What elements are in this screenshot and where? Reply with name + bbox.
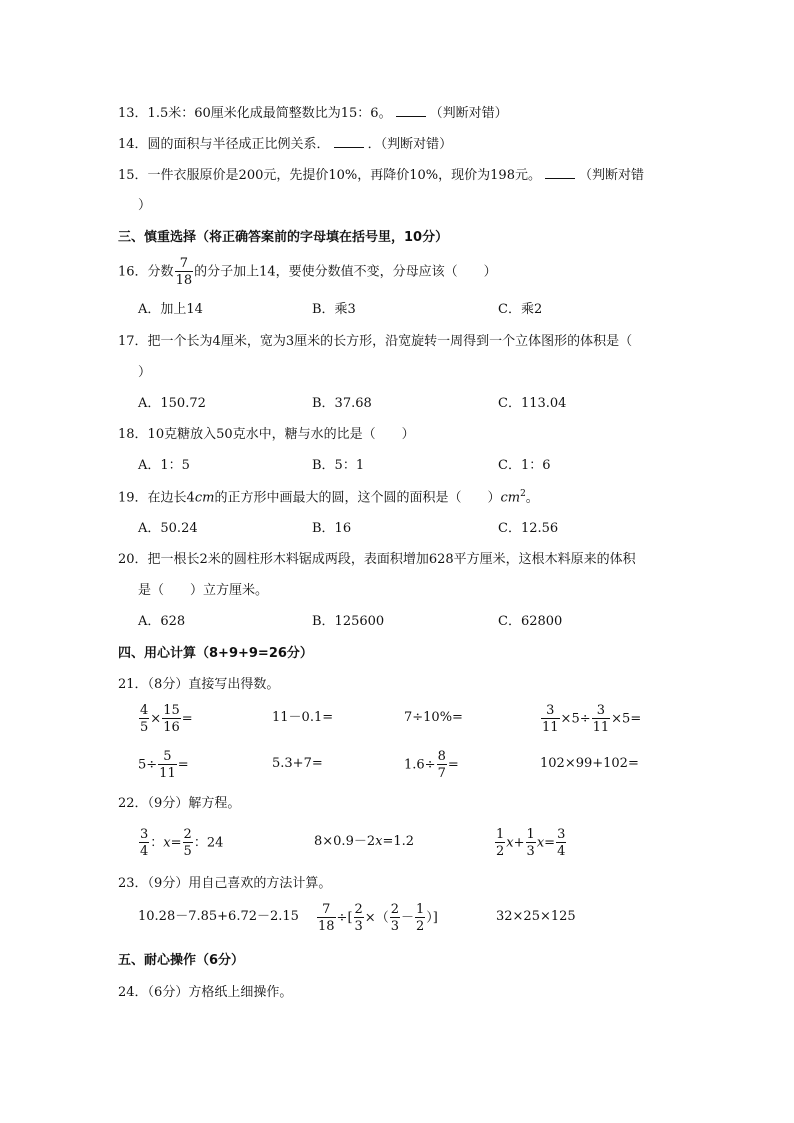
question-number: 13． xyxy=(118,106,148,121)
denominator: 3 xyxy=(354,919,363,934)
numerator: 4 xyxy=(140,703,149,718)
question-text: 1.5米：60厘米化成最简整数比为15：6。 xyxy=(147,106,392,121)
equals: = xyxy=(447,757,459,773)
fraction xyxy=(139,828,149,858)
question-number: 24． xyxy=(118,985,148,1000)
question-number: 23． xyxy=(118,876,148,891)
question-text: 一件衣服原价是200元，先提价10%，再降价10%，现价为198元。 xyxy=(147,168,541,183)
question-text: （9分）用自己喜欢的方法计算。 xyxy=(147,876,332,891)
question-text: 把一根长2米的圆柱形木料锯成两段，表面积增加628平方厘米，这根木料原来的体积 xyxy=(147,552,636,567)
operator: ）] xyxy=(426,910,438,926)
mixed-calc-1: 10.28－7.85+6.72－2.15 xyxy=(138,909,299,924)
answer-blank[interactable] xyxy=(545,168,575,179)
calc-item-8: 102×99+102= xyxy=(540,756,639,771)
mixed-calc-2 xyxy=(316,903,438,933)
question-number: 16． xyxy=(118,264,148,280)
judge-hint: ．（判断对错） xyxy=(367,137,453,152)
question-number: 19． xyxy=(118,490,148,506)
numerator: 5 xyxy=(158,750,177,765)
numerator: 2 xyxy=(390,902,399,917)
section-5-heading: 五、耐心操作（6分） xyxy=(118,953,245,968)
fraction xyxy=(317,903,336,933)
variable-x: x xyxy=(506,835,514,851)
calc-item-2: 11－0.1= xyxy=(272,710,334,725)
denominator: 2 xyxy=(416,919,425,934)
question-number: 15． xyxy=(118,168,148,183)
question-text: 的分子加上14，要使分数值不变，分母应该（ ） xyxy=(194,264,497,280)
option-a[interactable]: A．150.72 xyxy=(138,396,206,411)
denominator: 3 xyxy=(390,919,399,934)
numerator: 8 xyxy=(437,749,446,764)
section-4-heading: 四、用心计算（8+9+9=26分） xyxy=(118,646,313,661)
question-21 xyxy=(118,678,279,691)
period: 。 xyxy=(525,490,539,506)
fraction xyxy=(175,257,194,287)
equals: = xyxy=(544,835,556,851)
fraction xyxy=(541,704,560,734)
question-number: 20． xyxy=(118,552,148,567)
fraction xyxy=(495,828,505,858)
denominator: 18 xyxy=(175,273,193,288)
calc-item-6: 5.3+7= xyxy=(272,756,323,771)
question-text: 把一个长为4厘米，宽为3厘米的长方形，沿宽旋转一周得到一个立体图形的体积是（ xyxy=(147,334,633,349)
calc-item-5 xyxy=(138,750,189,780)
option-a[interactable]: A．628 xyxy=(138,614,186,629)
question-number: 17． xyxy=(118,334,148,349)
question-number: 21． xyxy=(118,677,148,692)
question-text: （8分）直接写出得数。 xyxy=(147,677,280,692)
numerator: 3 xyxy=(541,704,560,719)
operator: ÷[ xyxy=(336,910,353,926)
question-23 xyxy=(118,877,331,890)
fraction xyxy=(437,750,447,780)
operator: － xyxy=(400,910,414,926)
unit-cm: cm xyxy=(194,490,215,506)
option-c[interactable]: C．12.56 xyxy=(498,521,559,536)
numerator: 3 xyxy=(592,704,611,719)
fraction xyxy=(415,903,425,933)
numerator: 7 xyxy=(175,257,194,272)
option-b[interactable]: B．16 xyxy=(312,521,352,536)
question-text: 分数 xyxy=(147,264,174,280)
variable-x: x xyxy=(375,834,383,849)
answer-blank[interactable] xyxy=(396,106,426,117)
operand: 8×0.9－2 xyxy=(314,834,376,849)
option-c[interactable]: C．113.04 xyxy=(498,396,567,411)
variable-x: x xyxy=(163,835,171,851)
denominator: 18 xyxy=(318,919,335,934)
question-text: 10克糖放入50克水中，糖与水的比是（ ） xyxy=(147,427,415,442)
numerator: 3 xyxy=(140,827,149,842)
equation-2 xyxy=(314,835,414,848)
question-19 xyxy=(118,490,539,504)
question-20-cont: 是（ ）立方厘米。 xyxy=(138,583,269,598)
question-18 xyxy=(118,428,415,441)
equals: = xyxy=(177,757,189,773)
option-c[interactable]: C．1：6 xyxy=(498,458,551,473)
calc-item-4 xyxy=(540,704,641,734)
operator: ×5÷ xyxy=(560,711,591,727)
equation-3 xyxy=(494,828,567,858)
answer-blank[interactable] xyxy=(334,137,364,148)
fraction xyxy=(139,704,149,734)
numerator: 2 xyxy=(183,827,192,842)
fraction xyxy=(162,704,181,734)
denominator: 16 xyxy=(163,720,180,735)
operand: =1.2 xyxy=(382,834,415,849)
question-text: （6分）方格纸上细操作。 xyxy=(147,985,293,1000)
question-14 xyxy=(118,137,452,151)
denominator: 11 xyxy=(542,720,559,735)
operator: ×（ xyxy=(364,910,389,926)
denominator: 7 xyxy=(437,766,446,781)
denominator: 2 xyxy=(496,844,505,859)
fraction xyxy=(183,828,193,858)
question-13 xyxy=(118,106,508,120)
question-number: 18． xyxy=(118,427,148,442)
option-c[interactable]: C．乘2 xyxy=(498,302,543,317)
question-24 xyxy=(118,986,292,999)
denominator: 11 xyxy=(592,720,610,735)
question-text: （9分）解方程。 xyxy=(147,796,241,811)
numerator: 3 xyxy=(557,827,566,842)
question-17-cont: ） xyxy=(138,365,152,380)
operator: ×5= xyxy=(611,711,642,727)
operator: + xyxy=(513,835,525,851)
denominator: 5 xyxy=(140,720,149,735)
numerator: 15 xyxy=(163,703,180,718)
exponent: 2 xyxy=(520,489,526,499)
option-a[interactable]: A．加上14 xyxy=(138,302,203,317)
judge-hint: （判断对错） xyxy=(429,106,508,121)
fraction xyxy=(390,903,400,933)
equals: = xyxy=(181,711,193,727)
fraction xyxy=(526,828,536,858)
calc-item-3: 7÷10%= xyxy=(404,710,463,725)
denominator: 3 xyxy=(526,844,535,859)
question-17 xyxy=(118,335,632,348)
numerator: 1 xyxy=(496,827,505,842)
denominator: 5 xyxy=(183,844,192,859)
question-text: 的正方形中画最大的圆，这个圆的面积是（ ） xyxy=(214,490,501,506)
option-b[interactable]: B．乘3 xyxy=(312,302,356,317)
ratio-sign: ： xyxy=(150,835,164,851)
fraction xyxy=(556,828,566,858)
unit-cm: cm xyxy=(500,490,521,506)
option-b[interactable]: B．125600 xyxy=(312,614,385,629)
question-16 xyxy=(118,257,497,287)
question-number: 22． xyxy=(118,796,148,811)
question-text: 圆的面积与半径成正比例关系． xyxy=(147,137,330,152)
question-text: 在边长4 xyxy=(147,490,195,506)
question-22 xyxy=(118,797,240,810)
numerator: 2 xyxy=(354,902,363,917)
operand: ：24 xyxy=(193,835,224,851)
numerator: 1 xyxy=(526,827,535,842)
numerator: 1 xyxy=(416,902,425,917)
option-a[interactable]: A．1：5 xyxy=(138,458,190,473)
numerator: 7 xyxy=(317,903,336,918)
variable-x: x xyxy=(536,835,545,851)
fraction xyxy=(592,704,611,734)
denominator: 11 xyxy=(159,766,176,781)
fraction xyxy=(354,903,364,933)
equation-1 xyxy=(138,828,223,858)
calc-item-7 xyxy=(404,750,459,780)
operator: × xyxy=(150,711,162,727)
question-20 xyxy=(118,553,636,566)
closing-paren: ） xyxy=(138,198,152,213)
equals: = xyxy=(170,835,182,851)
denominator: 4 xyxy=(557,844,566,859)
question-number: 14． xyxy=(118,137,148,152)
option-b[interactable]: B．5：1 xyxy=(312,458,365,473)
calc-item-1 xyxy=(138,704,193,734)
option-a[interactable]: A．50.24 xyxy=(138,521,198,536)
option-b[interactable]: B．37.68 xyxy=(312,396,372,411)
operand: 5÷ xyxy=(138,757,158,773)
operand: 1.6÷ xyxy=(404,757,436,773)
section-3-heading: 三、慎重选择（将正确答案前的字母填在括号里，10分） xyxy=(118,230,449,245)
mixed-calc-3: 32×25×125 xyxy=(496,909,576,924)
denominator: 4 xyxy=(140,844,149,859)
question-15 xyxy=(118,168,644,182)
fraction xyxy=(158,750,177,780)
question-15-cont xyxy=(138,199,151,212)
judge-hint: （判断对错 xyxy=(578,168,644,183)
option-c[interactable]: C．62800 xyxy=(498,614,563,629)
